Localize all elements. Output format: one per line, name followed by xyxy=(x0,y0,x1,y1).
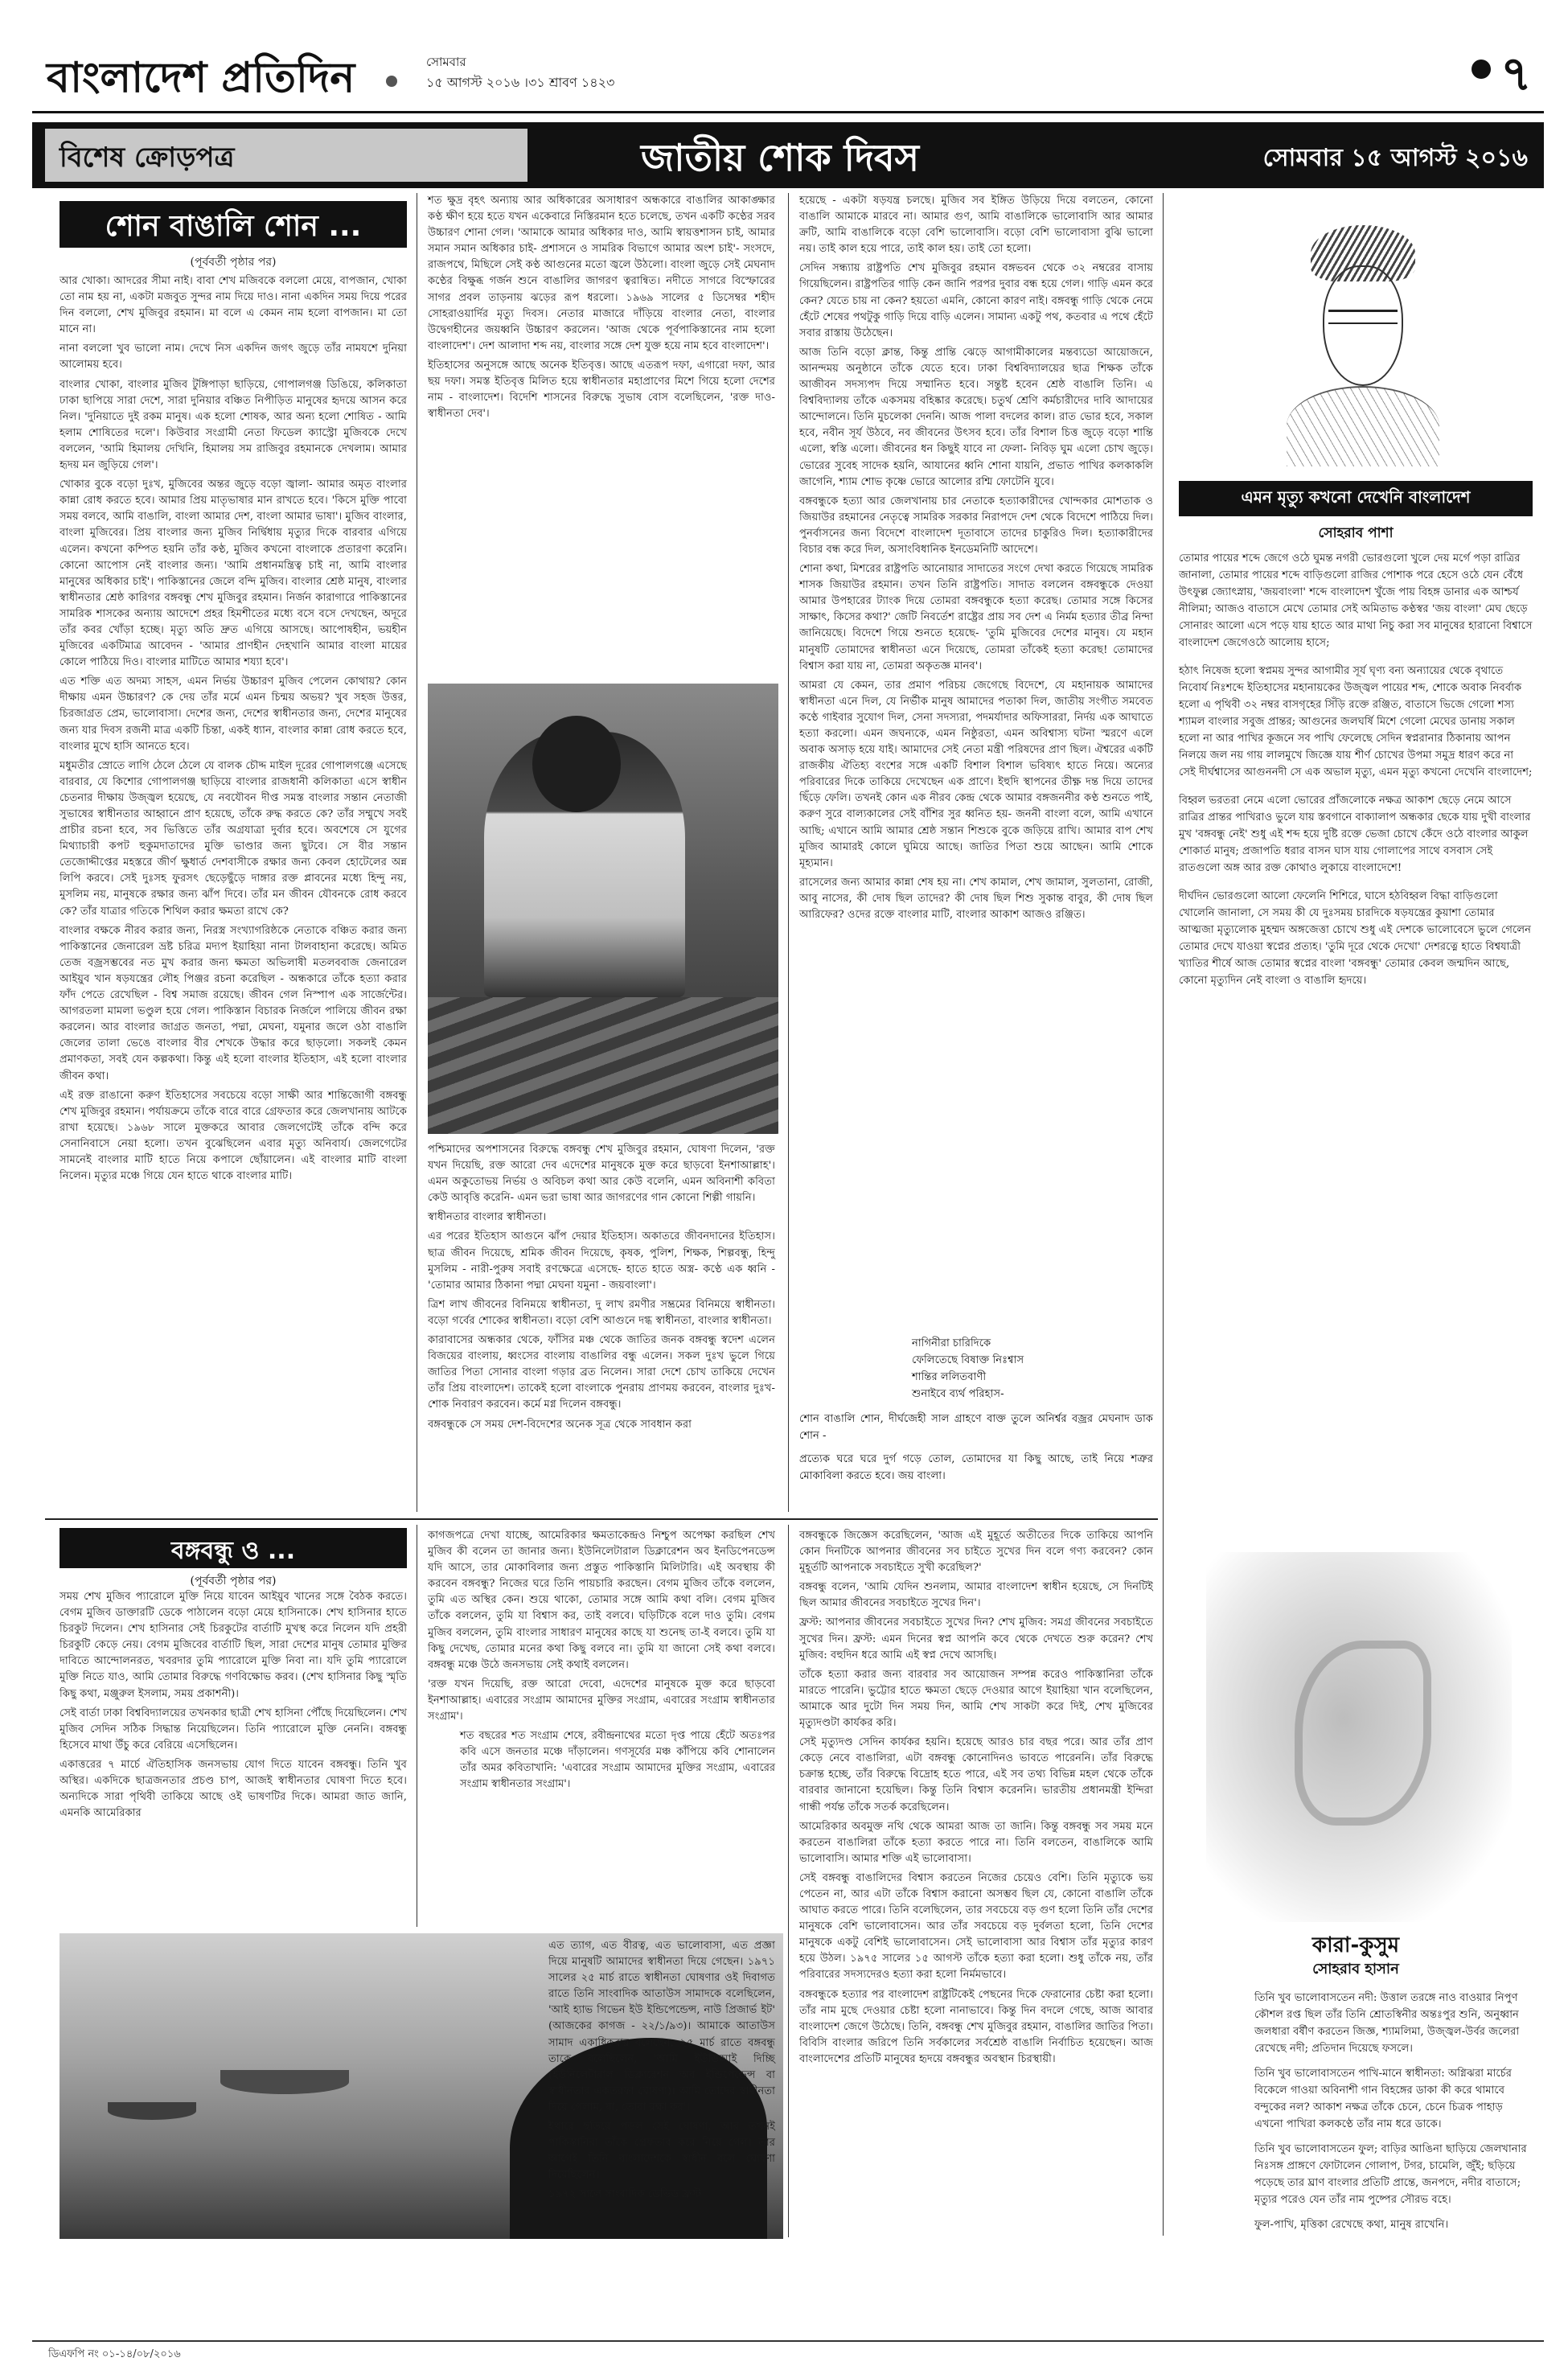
stanza: দীর্ঘদিন ভোরগুলো আলো ফেলেনি শিশিরে, ঘাসে হঠবিহ্বল বিদ্ধা বাড়িগুলো খোলেনি জানালা, সে সময় কী যে দুঃসময় চারদিকে ষড়যন্ত্রের কুয়াশা তোমার আত্মজা মৃত্যুলোক মুহম্মদ অঙ্গজেত্তা চোখে শুধু এই দেশকে ভালোবেসে ভুলে গেলেন তোমার দেখে যাওয়া স্বপ্নের প্রত্যহ। 'তুমি দূরে থেকে দেখো' দেশরত্নে হাতে বিশ্বযাত্রী খ্যাতির শীর্ষে আজ তোমার স্বপ্নের বাংলা 'বঙ্গবন্ধু' তোমার কেবল জন্মদিন আছে, কোনো মৃত্যুদিন নেই বাংলা ও বাঙালি হৃদয়ে। xyxy=(1179,890,1532,987)
article1-column-1 xyxy=(60,273,407,1504)
paragraph: এত শক্তি এত অদম্য সাহস, এমন নির্ভয় উচ্চারণ মুজিব পেলেন কোথায়? কোন দীক্ষায় এমন উচ্চারণ? কে দেয় তাঁর মর্মে এমন চিন্ময় অভয়? খুব সহজ উত্তর, চিরজাগ্রত প্রেম, ভালোবাসা। দেশের জন্য, দেশের স্বাধীনতার জন্য, দেশের মানুষের জন্য যার দিবস রজনী মাত্র একটি চিন্তা, একই ধ্যান, বাংলার কান্না রোধ করতে হবে, বাংলার মুখে হাসি আনতে হবে। xyxy=(60,676,407,753)
sidebar-watercolor-art xyxy=(1206,1552,1512,1922)
photo-head xyxy=(532,716,621,812)
paragraph: শোনা কথা, মিশরের রাষ্ট্রপতি আনোয়ার সাদাতের সংগে দেখা করতে গিয়েছে সামরিক শাসক জিয়াউর রহমান। তখন তিনি রাষ্ট্রপতি। সাদাত বললেন বঙ্গবন্ধুকে দেওয়া আমার উপহারের ট্যাংক দিয়ে তোমরা বঙ্গবন্ধুকে হত্যা করেছ। তোমার সঙ্গে কিসের সাক্ষাৎ, কিসের কথা?' জেটি নিবর্তেশ রাষ্ট্রের প্রায় সব দেশ এ নির্মম হত্যার তীব্র নিন্দা জানিয়েছে। বিদেশে গিয়ে শুনতে হয়েছে- 'তুমি মুজিবের দেশের মানুষ। যে মহান মানুষটি তোমাদের স্বাধীনতা এনে দিয়েছে, তোমরা তাঁকেই হত্যা করেছ! তোমাদের বিশ্বাস করা যায় না, তোমরা অকৃতজ্ঞ মানব'। xyxy=(799,563,1153,672)
paragraph: বাংলার বক্ষকে নীরব করার জন্য, নিরস্ত্র সংখ্যাগরিষ্ঠকে নেতাকে বঞ্চিত করার জন্য পাকিস্তানের জেনারেল ভ্রষ্ট চরিত্র মদ্যপ ইয়াহিয়া নানা টালবাহানা করেছে। অমিত তেজ বজ্রসম্ভবের নত মুখ করার জন্য ক্ষমতা অভিলাষী মতলববাজ জেনারেল আইয়ুব খান ষড়যন্ত্রের লৌহ পিঞ্জর রচনা করেছিল - অন্ধকারে তাঁকে হত্যা করার ফাঁদ পেতে রেখেছিল - বিশ্ব সমাজ রয়েছে। জীবন গেল নিস্পাপ এক সার্জেন্টের। আগরতলা মামলা ভণ্ডুল হয়ে গেল। পাকিস্তান বিচারক নির্জলে পালিয়ে জীবন রক্ষা করলেন। আর বাংলার জাগ্রত জনতা, পদ্মা, মেঘনা, যমুনার জলে ওঠা বাঙালি জেলের তালা ভেঙে বাংলার বীর শেখকে উদ্ধার করে ছাড়লো। সকলই কেমন প্রমাণকতা, সবই যেন কল্পকথা। কিন্তু এই হলো বাংলার ইতিহাস, এই হলো বাংলার জীবন কথা। xyxy=(60,924,407,1082)
paragraph: এই রক্ত রাঙানো করুণ ইতিহাসের সবচেয়ে বড়ো সাক্ষী আর শান্তিজোগী বঙ্গবন্ধু শেখ মুজিবুর রহমান। পর্যায়ক্রমে তাঁকে বারে বারে গ্রেফতার করে জেলখানায় আটকে রাখা হয়েছে। ১৯৬৮ সালে মুক্তকরে আবার জেলগেটেই তাঁকে বন্দি করে সেনানিবাসে নেয়া হলো। তখন বুঝেছিলেন এবার মৃত্যু অনিবার্য। জেলগেটের সামনেই বাংলার মাটি হাতে নিয়ে কপালে ছোঁয়ালেন। এই বাংলার মাটি বাংলা নিলেন। মৃত্যুর মঞ্চে গিয়ে যেন হাতে থাকে বাংলার মাটি। xyxy=(60,1089,407,1183)
stanza: তিনি খুব ভালোবাসতেন পাখি-মানে স্বাধীনতা: অগ্নিঝরা মার্চের বিকেলে গাওয়া অবিনাশী গান বিহঙ্গের ডাকা কী করে থামাবে বন্দুকের নল? আকাশ নক্ষত্র তাঁকে চেনে, চেনে চিত্রক পাহাড় এখনো পাখিরা কলকণ্ঠে তাঁর নাম ধরে ডাকে। xyxy=(1254,2068,1513,2130)
article2-column-2 xyxy=(428,1528,775,1930)
article2-headline: বঙ্গবন্ধু ও ... xyxy=(170,1537,296,1565)
article2-column-1 xyxy=(60,1589,407,1927)
poem-line: নাগিনীরা চারিদিকে xyxy=(912,1337,991,1349)
banner-section-label: বিশেষ ক্রোড়পত্র xyxy=(60,142,235,174)
paragraph: শত বছরের শত সংগ্রাম শেষে, রবীন্দ্রনাথের মতো দৃপ্ত পায়ে হেঁটে অতঃপর কবি এসে জনতার মঞ্চে দাঁড়ালেন। গণসূর্যের মঞ্চ কাঁপিয়ে কবি শোনালেন তাঁর অমর কবিতাখানি: 'এবারের সংগ্রাম আমাদের মুক্তির সংগ্রাম, এবারের সংগ্রাম স্বাধীনতার সংগ্রাম'। xyxy=(460,1730,775,1791)
poem-line: ফেলিতেছে বিষাক্ত নিঃশ্বাস xyxy=(912,1354,1024,1366)
paragraph: বঙ্গবন্ধুকে জিজ্ঞেস করেছিলেন, 'আজ এই মুহূর্তে অতীতের দিকে তাকিয়ে আপনি কোন দিনটিকে আপনার জীবনের সব চাইতে সুখের দিন বলে গণ্য করবেন? কোন মুহূর্তটি আপনাকে সবচাইতে সুখী করেছিল?' xyxy=(799,1530,1153,1575)
sketch-shoulders xyxy=(1287,386,1439,466)
paragraph: আমরা যে কেমন, তার প্রমাণ পরিচয় জেগেছে বিদেশে, যে মহানায়ক আমাদের স্বাধীনতা এনে দিল, যে নির্ভীক মানুষ আমাদের পতাকা দিল, জাতীয় সংগীত সমবেত কণ্ঠে গাইবার সুযোগ দিল, সেনা সদস্যরা, পদমর্যাদার অফিসাররা, নির্দয় এক আঘাতে হত্যা করলো। এমন জঘন্যকে, এমন নিষ্ঠুরতা, এমন অবিশ্বাস্য ঘটনা স্মরণে এলে অবাক অসাড় হয়ে যাই। আমাদের সেই নেতা মন্ত্রী পরিষদের প্রাণ ছিল। ঐশ্বরের একটি রাজকীয় ঐতিহ্য বংশের সঙ্গে একটি বিশাল বিশাল ভবিষ্যৎ হাতে নিয়ে। অন্যের পরিবারের দিকে তাকিয়ে দেখেছেন এক প্রাণে। ইহুদি স্থাপনের তীক্ষ্ণ দন্ত দিয়ে তাদের ছিঁড়ে ফেলি। তখনই কোন এক নীরব কেন্দ্র থেকে আমার বঙ্গজননীর কণ্ঠ শুনতে পাই, করুণ সুরে বাল্যকালের সেই বাঁশির সুর ধ্বনিত হয়- জননী বাংলা বলে, আমি এখানে আছি; এখানে আমি আমার শ্রেষ্ঠ সন্তান শিশুকে বুকে জড়িয়ে রাখি। আমার বাপ শেখ মুজিব আমারই কোলে ঘুমিয়ে আছে। জাতির পিতা শুয়ে আছেন। আমি শোকে মূহ্যমান। xyxy=(799,679,1153,869)
paragraph: স্বাধীনতার বাংলার স্বাধীনতা। xyxy=(428,1211,547,1224)
article1-continued: (পূর্ববর্তী পৃষ্ঠার পর) xyxy=(190,256,277,269)
paragraph: প্রত্যেক ঘরে ঘরে দুর্গ গড়ে তোল, তোমাদের যা কিছু আছে, তাই নিয়ে শত্রুর মোকাবিলা করতে হবে। জয় বাংলা। xyxy=(799,1453,1153,1482)
banner-date: সোমবার ১৫ আগস্ট ২০১৬ xyxy=(1262,144,1528,172)
footer-rule xyxy=(32,2340,1544,2342)
paragraph: শোন বাঙালি শোন, দীর্ঘজেহী সাল গ্রাহণে বাক্ত তুলে অনির্শ্বর বজ্রর মেঘনাদ ডাক শোন - xyxy=(799,1413,1153,1442)
paragraph: নানা বললো খুব ভালো নাম। দেখে নিস একদিন জগৎ জুড়ে তাঁর নামযশে দুনিয়া আলোময় হবে। xyxy=(60,343,407,372)
column-divider xyxy=(788,193,789,1512)
paragraph: বঙ্গবন্ধুকে হত্যার পর বাংলাদেশ রাষ্ট্রটিকেই পেছনের দিকে ফেরানোর চেষ্টা করা হলো। তাঁর নাম মুছে দেওয়ার চেষ্টা হলো নানাভাবে। কিন্তু দিন বদলে গেছে, আজ আবার বাংলাদেশ জেগে উঠেছে। তিনি, বঙ্গবন্ধু শেখ মুজিবুর রহমান, বাঙালির জাতির পিতা। বিবিসি বাংলার জরিপে তিনি সর্বকালের সর্বশ্রেষ্ঠ বাঙালি নির্বাচিত হয়েছেন। আজ বাংলাদেশের প্রতিটি মানুষের হৃদয়ে বঙ্গবন্ধুর অবস্থান চিরস্থায়ী। xyxy=(799,1988,1153,2065)
art-calligraphy xyxy=(1295,1641,1431,1826)
sidebar-bottom-poem xyxy=(1254,1990,1533,2231)
paragraph: রাসেলের জন্য আমার কান্না শেষ হয় না। শেখ কামাল, শেখ জামাল, সুলতানা, রোজী, আবু নাসের, কী দোষ ছিল তাদের? কী দোষ ছিল শিশু সুকান্ত বাবুর, কী দোষ ছিল আরিফের? ওদের রক্তে বাংলার মাটি, বাংলার আকাশ আজও রঞ্জিত। xyxy=(799,876,1153,922)
masthead-date: ১৫ আগস্ট ২০১৬ ।৩১ শ্রাবণ ১৪২৩ xyxy=(426,75,615,90)
paragraph: সেই মৃত্যুদণ্ড সেদিন কার্যকর হয়নি। হয়েছে আরও চার বছর পরে। আর তাঁর প্রাণ কেড়ে নেবে বাঙালিরা, এটা বঙ্গবন্ধু কোনোদিনও ভাবতে পারেননি। তাঁর বিরুদ্ধে চক্রান্ত হচ্ছে, তাঁর বিরুদ্ধে বিদ্রোহ হতে পারে, এই সব তথ্য বিভিন্ন মহল থেকে তাঁকে বারবার জানানো হয়েছিল। কিন্তু তিনি বিশ্বাস করেননি। ভারতীয় প্রধানমন্ত্রী ইন্দিরা গান্ধী পর্যন্ত তাঁকে সতর্ক করেছিলেন। xyxy=(799,1736,1153,1813)
article2-column-2-lower xyxy=(548,1938,775,2237)
paragraph: শত ক্ষুদ্র বৃহৎ অন্যায় আর অধিকারের অসাধারণ অন্ধকারে বাঙালির আকাঙ্ক্ষার কণ্ঠ ক্ষীণ হয়ে হতে যখন একেবারে নিস্তিরমান হতে চলেছে, তখন একটি কণ্ঠের সরব উচ্চারণ শোনা গেল। 'আমাকে আমার অধিকার দাও, আমি স্বায়ত্তশাসন চাই, আমার সমান সমান অধিকার চাই- প্রশাসনে ও সামরিক বিভাগে আমার অংশ চাই'- সংসদে, রাজপথে, মিছিলে সেই কণ্ঠ আগুনের মতো জ্বলে উঠলো। বাংলা জুড়ে সেই মেঘনাদ কণ্ঠের বিক্ষুব্ধ গর্জন শুনে বাঙালির জাগরণ ত্বরান্বিত। নদীতে সাগরে বিস্ফোরের সাগর প্রবল তাড়নায় ঝড়ের রূপ ধরলো। ১৯৬৯ সালের ৫ ডিসেম্বর শহীদ সোহরাওয়ার্দির মৃত্যু দিবস। নেতার মাজারে দাঁড়িয়ে বাংলার নেতা, বাংলার উদ্বেগহীনের জয়ধ্বনি উচ্চারণ করলেন। 'আজ থেকে পূর্বপাকিস্তানের নাম হলো বাংলাদেশ'। দেশ আলাদা শব্দ নয়, বাংলার সঙ্গে দেশ যুক্ত হয়ে নাম হবে বাংলাদেশ'। xyxy=(428,195,775,352)
masthead xyxy=(32,42,1544,109)
banner-title: জাতীয় শোক দিবস xyxy=(640,136,919,179)
paragraph: সেই বার্তা ঢাকা বিশ্ববিদ্যালয়ের তখনকার ছাত্রী শেখ হাসিনা পৌঁছে দিয়েছিলেন। শেখ মুজিব সেদিন সঠিক সিদ্ধান্ত নিয়েছিলেন। তিনি প্যারোলে মুক্তি নেননি। বঙ্গবন্ধু হিসেবে মাথা উঁচু করে বেরিয়ে এসেছিলেন। xyxy=(60,1707,407,1752)
paragraph: বাংলার খোকা, বাংলার মুজিব টুঙ্গিপাড়া ছাড়িয়ে, গোপালগঞ্জ ডিঙিয়ে, কলিকাতা ঢাকা ছাপিয়ে সারা দেশে, সারা দুনিয়ার বঞ্চিত নিপীড়িত মানুষের হৃদয়ে আসন করে নিল। 'দুনিয়াতে দুই রকম মানুষ। এক হলো শোষক, আর অন্য হলো শোষিত - আমি হলাম শোষিতের দলে'। কিউবার সংগ্রামী নেতা ফিডেল ক্যাস্ট্রো মুজিবকে দেখে বললেন, 'আমি হিমালয় দেখিনি, হিমালয় সম রাজিবুর রহমানকে দেখলাম। আমার হৃদয় মন জুড়িয়ে গেল'। xyxy=(60,378,407,472)
sidebar-top-title: এমন মৃত্যু কখনো দেখেনি বাংলাদেশ xyxy=(1241,487,1471,507)
photo-boat xyxy=(220,2070,349,2094)
logo-dot-icon xyxy=(386,76,397,87)
paragraph: আমেরিকার অবমুক্ত নথি থেকে আমরা আজ তা জানি। কিন্তু বঙ্গবন্ধু সব সময় মনে করতেন বাঙালিরা তাঁকে হত্যা করতে পারে না। তিনি বলতেন, বাঙালিকে আমি ভালোবাসি। আমার শক্তি এই ভালোবাসা। xyxy=(799,1820,1153,1865)
paragraph: এর পরের ইতিহাস আগুনে ঝাঁপ দেয়ার ইতিহাস। অকাতরে জীবনদানের ইতিহাস। ছাত্র জীবন দিয়েছে, শ্রমিক জীবন দিয়েছে, কৃষক, পুলিশ, শিক্ষক, শিল্পবন্ধু, হিন্দু মুসলিম - নারী-পুরুষ সবাই রণক্ষেত্রে এসেছে- হাতে হাতে অস্ত্র- কণ্ঠে এক ধ্বনি - 'তোমার আমার ঠিকানা পদ্মা মেঘনা যমুনা - জয়বাংলা'। xyxy=(428,1230,775,1292)
stanza: তোমার পায়ের শব্দে জেগে ওঠে ঘুমন্ত নগরী ভোরগুলো খুলে দেয় মর্গে পড়া রাত্রির জানালা, তোমার পায়ের শব্দে বাড়িগুলো রাজির পোশাক পরে হেসে ওঠে যেন বেঁধে উৎফুল্ল জ্যোৎস্নায়, 'জয়বাংলা' শব্দে বাংলাদেশ খুঁজে পায় বিহঙ্গ ডানার এক আশ্চর্য নীলিমা; আজও বাতাসে মেখে তোমার সেই অমিতাভ কণ্ঠস্বর 'জয় বাংলা' মেঘ ছেড়ে সোনারং আলো এসে পড়ে যায় হাতে আর মাথা নিচু করা সব মানুষের হারানো বিশ্বাসে বাংলাদেশ জেগেওঠে আলোয় হাসে; xyxy=(1179,552,1533,649)
paragraph: এত ত্যাগ, এত বীরত্ব, এত ভালোবাসা, এত প্রজ্ঞা দিয়ে মানুষটি আমাদের স্বাধীনতা দিয়ে গেছেন। ১৯৭১ সালের ২৫ মার্চ রাতে স্বাধীনতা ঘোষণার ওই দিবাগত রাতে তিনি সাংবাদিক আতাউস সামাদকে বলেছিলেন, 'আই হ্যাভ গিভেন ইউ ইন্ডিপেন্ডেন্স, নাউ প্রিজার্ভ ইট' (আজকের কাগজ - ২২/১/৯৩)। আমাকে আতাউস সামাদ একাধিকবার বলেছেন, ২৫ মার্চ রাতে বঙ্গবন্ধু তাকে বলেছিলেন, 'আমি ইউডিআই দিচ্ছি (ইউনিলেটারাল ডিক্লারেশন অব ইন্ডিপেন্ডেন্স বা স্বাধীনতার একতরফা ঘোষণা)। আমি তোদের স্বাধীনতা দিয়ে গেলাম, যা, তোরা রক্ষা কর'। xyxy=(548,1940,775,2113)
stanza: বিহ্বল ভরতরা নেমে এলো ভোরের প্রাঁজলোকে নক্ষত্র আকাশ ছেড়ে নেমে আসে রাত্রির প্রান্তর পাখিরাও ভুলে যায় স্তবগানে বাক্যালাপ অন্ধকার ছেকে যায় দুখী বাংলার মুখ 'বঙ্গবন্ধু নেই' শুধু এই শব্দ হয়ে দুষ্টি রক্তে ভেজা চোখে কেঁদে ওঠে বাংলার আকুল শোকার্ত মানুষ; প্রজাপতি ধরার বাসন ঘাস যায় গোলাপের সাথে বসবাস সেই রাতগুলো অঙ্গ আর রক্ত কোথাও লুকায়ে বাংলাদেশে! xyxy=(1179,795,1531,874)
paragraph: ফ্রস্ট: আপনার জীবনের সবচাইতে সুখের দিন? শেখ মুজিব: সমগ্র জীবনের সবচাইতে সুখের দিন। ফ্রস্ট: এমন দিনের স্বপ্ন আপনি কবে থেকে দেখতে শুরু করেন? শেখ মুজিব: বহুদিন ধরে আমি এই স্বপ্ন দেখে আসছি। xyxy=(799,1616,1153,1661)
page-dot-icon xyxy=(1472,60,1491,79)
article1-headline: শোন বাঙালি শোন ... xyxy=(105,210,362,243)
newspaper-logo: বাংলাদেশ প্রতিদিন xyxy=(47,53,355,102)
masthead-rule xyxy=(32,111,1544,113)
article1-column-3 xyxy=(799,193,1153,1327)
paragraph: হয়েছে - একটা ষড়যন্ত্র চলছে। মুজিব সব ইঙ্গিত উড়িয়ে দিয়ে বলতেন, কোনো বাঙালি আমাকে মারবে না। আমার গুণ, আমি বাঙালিকে ভালোবাসি আর আমার ক্রটি, আমি বাঙালিকে বড়ো বেশি ভালোবাসি। বড়ো বেশি ভালোবাসা বুঝি ভালো নয়। তাই কাল হয়ে পারে, তাই কাল হয়। তাই তো হলো। xyxy=(799,195,1153,256)
paragraph: 'রক্ত যখন দিয়েছি, রক্ত আরো দেবো, এদেশের মানুষকে মুক্ত করে ছাড়বো ইনশাআল্লাহ। এবারের সংগ্রাম আমাদের মুক্তির সংগ্রাম, এবারের সংগ্রাম স্বাধীনতার সংগ্রাম'। xyxy=(428,1678,775,1723)
article2-column-3 xyxy=(799,1528,1153,2237)
paragraph: বঙ্গবন্ধু বলেন, 'আমি যেদিন শুনলাম, আমার বাংলাদেশ স্বাধীন হয়েছে, সে দিনটিই ছিল আমার জীবনের সবচাইতে সুখের দিন'। xyxy=(799,1581,1153,1610)
paragraph: কারাবাসের অন্ধকার থেকে, ফাঁসির মঞ্চ থেকে জাতির জনক বঙ্গবন্ধু স্বদেশ এলেন বিজয়ের বাংলায়, ধ্বংসের বাংলায় বাঙালির বন্ধু এলেন। সকল দুঃখ ভুলে গিয়ে জাতির পিতা সোনার বাংলা গড়ার ব্রত নিলেন। সারা দেশে চোখ তাকিয়ে দেখেন তাঁর প্রিয় বাংলাদেশ। তাকেই হলো বাংলাকে পুনরায় প্রাণময় করবেন, বাংলার দুঃখ-শোক নিবারণ করবেন। কর্মে মগ্ন দিলেন বঙ্গবন্ধু। xyxy=(428,1334,775,1411)
paragraph: কাগজপত্রে দেখা যাচ্ছে, আমেরিকার ক্ষমতাকেন্দ্রও নিশ্চুপ অপেক্ষা করছিল শেখ মুজিব কী বলেন তা জানার জন্য। ইউনিলেটারাল ডিক্লারেশন অব ইনডিপেনডেন্স যদি আসে, তার মোকাবিলার জন্য প্রস্তুত পাকিস্তানি মিলিটারি। এই অবস্থায় কী করবেন বঙ্গবন্ধু? নিজের ঘরে তিনি পায়চারি করছেন। বেগম মুজিব তাঁকে বললেন, তুমি এত অস্থির কেন। শুয়ে থাকো, তোমার সঙ্গে আমি কথা বলি। বেগম মুজিব তাঁকে বললেন, তুমি যা বিশ্বাস কর, তাই বলবে। ঘড়িটিকে বলে দাও তুমি। বেগম মুজিব বললেন, তুমি বাংলার সাধারণ মানুষের কাছে যা শুনেছ তা-ই বলবে। তুমি যা কিছু দেখেছ, তোমার মনের কথা কিছু বলবে না। তুমি যা জানো সেই কথা বলবে। বঙ্গবন্ধু মঞ্চে উঠে জনসভায় সেই কথাই বললেন। xyxy=(428,1530,775,1671)
article2-continued: (পূর্ববর্তী পৃষ্ঠার পর) xyxy=(190,1575,277,1587)
article1-photo xyxy=(428,684,778,1134)
paragraph: তাঁকে হত্যা করার জন্য বারবার সব আয়োজন সম্পন্ন করেও পাকিস্তানিরা তাঁকে মারতে পারেনি। ভুট্টোর হাতে ক্ষমতা ছেড়ে দেওয়ার আগে ইয়াহিয়া খান বলেছিলেন, আমাকে আর দুটো দিন সময় দিন, আমি শেখ সাকটা করে দিই, শেখ মুজিবের মৃত্যুদণ্ডটা কার্যকর করি। xyxy=(799,1668,1153,1730)
paragraph: মধুমতীর স্রোতে লাগি ঠেলে ঠেলে যে বালক চৌদ্দ মাইল দূরের গোপালগঞ্জে এসেছে বারবার, যে কিশোর গোপালগঞ্জ ছাড়িয়ে বাংলার রাজধানী কলিকাতা এসে স্বাধীন চেতনার দীক্ষায় উজ্জ্বল হয়েছে, যে নবযৌবন দীপ্ত সমস্ত বাংলার সন্তান নেতাজী সুভাষের স্বাধীনতার আহ্বানে প্রাণ হয়েছে, তাঁকে রুদ্ধ করতে কে? তাঁর সম্মুখে সবই প্রাচীর রচনা হবে, সব ভিত্তিতে তাঁর অগ্রযাত্রা দুর্বার হবে। অবশেষে সে যুগের মিথ্যাচারী কপট হুকুমদাতাদের মুক্তি ভাণ্ডার জন্য ছুটবে। সে বীর সন্তান তেজোদ্দীপ্তের মহস্তরে জীর্ণ ক্ষুধার্ত দেশবাসীকে রক্ষার জন্য কেবল হোটেলের অন্ন লিপি করবে। সেই দুঃসহ ফুরসৎ ছেড়েছুঁড়ে দাঙ্গার রক্ত প্লাবনের মধ্যে হিন্দু নয়, মুসলিম নয়, মানুষকে রক্ষার জন্য ঝাঁপ দিবে। তাঁর মন জীবন যৌবনকে রোধ করবে কে? তাঁর যাত্রার গতিকে শিথিল করার ক্ষমতা রাখে কে? xyxy=(60,759,407,918)
column-divider xyxy=(788,1525,789,2237)
article1-column-2-bottom xyxy=(428,1142,775,1512)
paragraph: বঙ্গবন্ধুকে সে সময় দেশ-বিদেশের অনেক সূত্র থেকে সাবধান করা xyxy=(428,1418,692,1431)
sidebar-bottom-title: কারা-কুসুম xyxy=(1311,1933,1400,1957)
paragraph: সেদিন সন্ধ্যায় রাষ্ট্রপতি শেখ মুজিবুর রহমান বঙ্গভবন থেকে ৩২ নম্বরের বাসায় গিয়েছিলেন। রাষ্ট্রপতির গাড়ি কেন জানি পরপর দুবার বন্ধ হয়ে গেল। গাড়ি এমন করে কেন? যেতে চায় না কেন? হয়তো এমনি, কোনো কারণ নাই। বঙ্গবন্ধু গাড়ি থেকে নেমে হেঁটে শেষের পথটুকু গাড়ি দিয়ে বাড়ি এলেন। সামান্য একটু পথ, কতবার এ পথে হেঁটে সবার রাস্তায় উঠেছেন। xyxy=(799,262,1153,339)
poem-line: শুনাইবে ব্যর্থ পরিহাস- xyxy=(912,1388,1004,1400)
paragraph: ইতিহাসের অনুসঙ্গে আছে অনেক ইতিবৃত্ত। আছে এতরূপ দফা, এগারো দফা, আর ছয় দফা। সমস্ত ইতিবৃত্ত মিলিত হয়ে স্বাধীনতার মহাপ্রাণের মিশে গিয়ে হলো দেশের নাম - বাংলাদেশ। বিদেশি শাসনের বিরুদ্ধে সুভাষ বোস বলেছিলেন, 'রক্ত দাও- স্বাধীনতা দেব'। xyxy=(428,359,775,421)
photo-boat xyxy=(108,2102,196,2120)
paragraph: সেই বঙ্গবন্ধু বাঙালিদের বিশ্বাস করতেন নিজের চেয়েও বেশি। তিনি মৃত্যুকে ভয় পেতেন না, আর এটা তাঁকে বিশ্বাস করানো অসম্ভব ছিল যে, কোনো বাঙালি তাঁকে আঘাত করতে পারে। তিনি বলেছিলেন, তার সবচেয়ে বড় গুণ হলো তিনি তাঁর দেশের মানুষকে বেশি ভালোবাসেন। আর তাঁর সবচেয়ে বড় দুর্বলতা হলো, তিনি দেশের মানুষকে একটু বেশিই ভালোবাসেন। সেই ভালোবাসা আর বিশ্বাস তাঁর মৃত্যুর কারণ হয়ে উঠল। ১৯৭৫ সালের ১৫ আগস্ট তাঁকে হত্যা করা হলো। শুধু তাঁকে নয়, তাঁর পরিবারের সদস্যদেরও হত্যা করা হলো নির্মমভাবে। xyxy=(799,1871,1153,1982)
paragraph: বঙ্গবন্ধুকে হত্যা আর জেলখানায় চার নেতাকে হত্যাকারীদের খোন্দকার মোশতাক ও জিয়াউর রহমানের নেতৃত্বে সামরিক সরকার নিরাপদে দেশ থেকে বিদেশে পাঠিয়ে দিল। পুনর্বাসনের জন্য বিদেশে বাংলাদেশ দূতাবাসে তাদের চাকুরিও দিল। হত্যাকারীদের বিচার বন্ধ করে দিল, অসাংবিধানিক ইনডেমনিটি আদেশে। xyxy=(799,495,1153,556)
article1-column-2-top xyxy=(428,193,775,676)
paragraph: পশ্চিমাদের অপশাসনের বিরুদ্ধে বঙ্গবন্ধু শেখ মুজিবুর রহমান, ঘোষণা দিলেন, 'রক্ত যখন দিয়েছি, রক্ত আরো দেব এদেশের মানুষকে মুক্ত করে ছাড়বো ইনশাআল্লাহ'। এমন অকুতোভয় নির্ভয় ও অবিচল কথা আর কেউ বলেনি, এমন অবিনাশী কবিতা কেউ আবৃত্তি করেনি- এমন ভরা ভাষা আর জাগরণের গান কোনো শিল্পী গায়নি। xyxy=(428,1144,775,1205)
sketch-face xyxy=(1323,265,1403,386)
sidebar-divider xyxy=(1163,193,1164,2236)
footer-code: ডিএফপি নং ০১-১৪/০৮/২০১৬ xyxy=(48,2348,181,2360)
sidebar-top-poem xyxy=(1179,550,1533,1555)
paragraph: ইথারে ছড়িয়ে পড়ল সেই ঘোষণা, আর তখনই পাকিস্তানিরা তাঁকে গ্রেফতার করে নিয়ে গেল। তার আগেই তিনি বাংলাদেশকে স্বাধীন বলে ঘোষণা দিয়েছিলেন। xyxy=(548,2121,775,2182)
article1-poem xyxy=(799,1335,1153,1512)
page-number: ৭ xyxy=(1500,46,1533,102)
photo-stairs xyxy=(428,997,778,1134)
paragraph: খোকার বুকে বড়ো দুঃখ, মুজিবের অন্তর জুড়ে বড়ো জ্বালা- আমার অমৃত বাংলার কান্না রোধ করতে হবে। আমার প্রিয় মাতৃভাষার মান রাখতে হবে। 'কিসে মুক্তি পাবো সময় বলবে, আমি বাঙালি, বাংলা আমার দেশ, বাংলা আমার ভাষা'। মুজিব বাংলার, বাংলা মুজিবের। প্রিয় বাংলার জন্য মুজিব নির্দ্বিধায় মৃত্যুর দিকে বারবার এগিয়ে এলেন। কখনো কম্পিত হয়নি তাঁর কণ্ঠ, মুজিব কখনো বাংলাকে প্রতারণা করেনি। কোনো আপোস নেই বাংলার জন্য। 'আমি প্রধানমন্ত্রিত্ব চাই না, আমি বাংলার মানুষের অধিকার চাই'। পাকিস্তানের জেলে বন্দি মুজিব। বাংলার শ্রেষ্ঠ মানুষ, বাংলার স্বাধীনতার শ্রেষ্ঠ কারিগর বঙ্গবন্ধু শেখ মুজিবুর রহমান। নির্জন কারাগারে পাকিস্তানের সামরিক শাসকের অন্যায় আদেশে প্রহর হিমশীতের মধ্যে বসে বসে দেখছেন, অদূরে তাঁর কবর খোঁড়া হচ্ছে। মৃত্যু অতি দ্রুত এগিয়ে আসছে। আপোষহীন, ভয়হীন মুজিবের একটিমাত্র আবেদন - 'আমার প্রাণহীন দেহখানি আমার বাংলা মায়ের কোলে পাঠিয়ে দিও। বাংলার মাটিতে আমার শয্যা হবে'। xyxy=(60,478,407,669)
paragraph: আর খোকা। আদরের সীমা নাই। বাবা শেখ মজিবকে বললো মেয়ে, বাপজান, খোকা তো নাম হয় না, একটা মজবুত সুন্দর নাম দিয়ে দাও। নানা একদিন সময় দিয়ে পরের দিন বললো, শেখ মুজিবুর রহমান। মা বলে এ কেমন নাম হলো বাপজান। মা তো মানে না। xyxy=(60,275,407,336)
article-separator xyxy=(45,1518,1158,1520)
sketch-glasses xyxy=(1328,310,1398,324)
sidebar-bottom-author: সোহরাব হাসান xyxy=(1312,1961,1399,1978)
stanza: তিনি খুব ভালোবাসতেন ফুল; বাড়ির আঙিনা ছাড়িয়ে জেলখানার নিঃসঙ্গ প্রাঙ্গণে ফোটালেন গোলাপ, টগর, চামেলি, জুঁই; ছড়িয়ে পড়েছে তার ঘ্রাণ বাংলার প্রতিটি প্রান্তে, জনপদে, নদীর বাতাসে; মৃত্যুর পরেও যেন তাঁর নাম পুষ্পের সৌরভ বহে। xyxy=(1254,2143,1527,2206)
paragraph: আজ তিনি বড়ো ক্লান্ত, কিন্তু প্রান্তি ঝেড়ে আগামীকালের মন্তব্যডো আয়োজনে, আনন্দময় অনুষ্ঠানে তাঁকে যেতে হবে। ঢাকা বিশ্ববিদ্যালয়ের ছাত্র শিক্ষক তাঁকে আজীবন সদস্যপদ দিয়ে সম্মানিত হবে। সন্তুষ্ট হবেন শ্রেষ্ঠ বাঙালি তিনি। এ বিশ্ববিদ্যালয় তাঁকে একসময় বহিষ্কার করেছে। চতুর্থ শ্রেণি কর্মচারীদের দাবি আদায়ের আন্দোলনে। তিনি মুচলেকা দেননি। আজ পালা বদলের কাল। রাত ভোর হবে, সকাল হবে, নবীন সূর্য উঠবে, নব জীবনের উৎসব হবে। তাঁর বিশাল চিত্ত জুড়ে বড়ো শান্তি এলো, স্বস্তি এলো। জীবনের ধন কিছুই যাবে না ফেলা- নিবিড় ঘুম এলো চোখ জুড়ে। ভোরের সুবেহ সাদেক হয়নি, আযানের ধ্বনি শোনা যায়নি, প্রভাত পাখির কলকাকলি জাগেনি, শ্যাম শোভ কৃষ্ণে ভোরে আলোর রশ্মি ফোটেনি যুবে। xyxy=(799,346,1153,488)
stanza: ফুল-পাখি, মৃত্তিকা রেখেছে কথা, মানুষ রাখেনি। xyxy=(1254,2219,1449,2231)
sidebar-top-author: সোহরাব পাশা xyxy=(1318,525,1394,541)
poem-line: শান্তির ললিতবাণী xyxy=(912,1371,987,1383)
paragraph: সময় শেখ মুজিব প্যারোলে মুক্তি নিয়ে যাবেন আইয়ুব খানের সঙ্গে বৈঠক করতে। বেগম মুজিব ডাক্তারটি ডেকে পাঠালেন বড়ো মেয়ে হাসিনাকে। শেখ হাসিনার হাতে চিরকুট দিলেন। শেখ হাসিনার সেই চিরকুটের বার্তাটি মুখস্থ করে নিলেন যদি প্রহরী চিরকুটি কেড়ে নেয়। বেগম মুজিবের বার্তাটি ছিল, সারা দেশের মানুষ তোমার মুক্তির দাবিতে আন্দোলনরত, খবরদার তুমি প্যারোলে মুক্তি নিবা না। যদি তুমি প্যারোলে মুক্তি নিতে যাও, আমি তোমার বিরুদ্ধে গণবিক্ষোভ করব। (শেখ হাসিনার কিছু স্মৃতি কিছু কথা, মঞ্জুরুল ইসলাম, সময় প্রকাশনী)। xyxy=(60,1591,407,1700)
sidebar-sketch-portrait xyxy=(1279,201,1447,466)
paragraph: ত্রিশ লাখ জীবনের বিনিময়ে স্বাধীনতা, দু লাখ রমণীর সম্ভ্রমের বিনিময়ে স্বাধীনতা। বড়ো গর্বের শোকের স্বাধীনতা। বড়ো বেশি আগুনে দগ্ধ স্বাধীনতা, বাংলার স্বাধীনতা। xyxy=(428,1298,775,1327)
stanza: হঠাৎ নিষেজ হলো স্বপ্নময় সুন্দর আগামীর সূর্য ঘৃণ্য বন্য অন্যায়ের থেকে বৃথাতে নিবোর্য নিঃশব্দে ইতিহাসের মহানায়কের উজ্জ্বল পায়ের শব্দ, শোকে অবাক নিবর্বাক হলো এ পৃথিবী ৩২ নম্বর বাসগৃহের সিঁড়ি রক্তে রঞ্জিত, বাতাসে ভিজে গেলো শস্য শ্যামল বাংলার সবুজ প্রান্তর; আগুনের জলঘর্ষি মিশে গেলো মেঘের ডানায় সকাল হলো না আর পাখির কূজনে সব পাখি ফেলেছে সেদিন স্বপ্নরানার ঠিকানায় আপন নিলয়ে জল নয় গায় লালমুখে জিজ্ঞে যায় শীর্ণ চোখের উপমা সমুদ্র ধারণ করে না সেই দীর্ঘশ্বাসের আগুননদী সে এক অভাল মৃত্যু, এমন মৃত্যু কখনো দেখেনি বাংলাদেশ; xyxy=(1179,665,1533,778)
paragraph: ১৯৭২ সালে সাংবাদিক ডেভিড ফ্রস্ট xyxy=(548,2188,702,2201)
stanza: তিনি খুব ভালোবাসতেন নদী: উত্তাল তরঙ্গে নাও বাওয়ার নিপুণ কৌশল রপ্ত ছিল তাঁর তিনি শ্রোতস্বিনীর অন্তঃপুর শুনি, অনুধ্বান জলধারা বর্ষীণ করতেন জিজ্ঞ, শ্যামলিমা, উজ্জ্বল-উর্বর জলেরা রেখেছে নদী; প্রতিদান দিয়েছে ফসলে। xyxy=(1254,1992,1520,2055)
masthead-day: সোমবার xyxy=(426,55,466,69)
paragraph: একাত্তরের ৭ মার্চে ঐতিহাসিক জনসভায় যোগ দিতে যাবেন বঙ্গবন্ধু। তিনি খুব অস্থির। একদিকে ছাত্রজনতার প্রচণ্ড চাপ, আজই স্বাধীনতার ঘোষণা দিতে হবে। অন্যদিকে সারা পৃথিবী তাকিয়ে আছে ওই ভাষণটির দিকে। আমরা জাত জানি, এমনকি আমেরিকার xyxy=(60,1758,407,1820)
